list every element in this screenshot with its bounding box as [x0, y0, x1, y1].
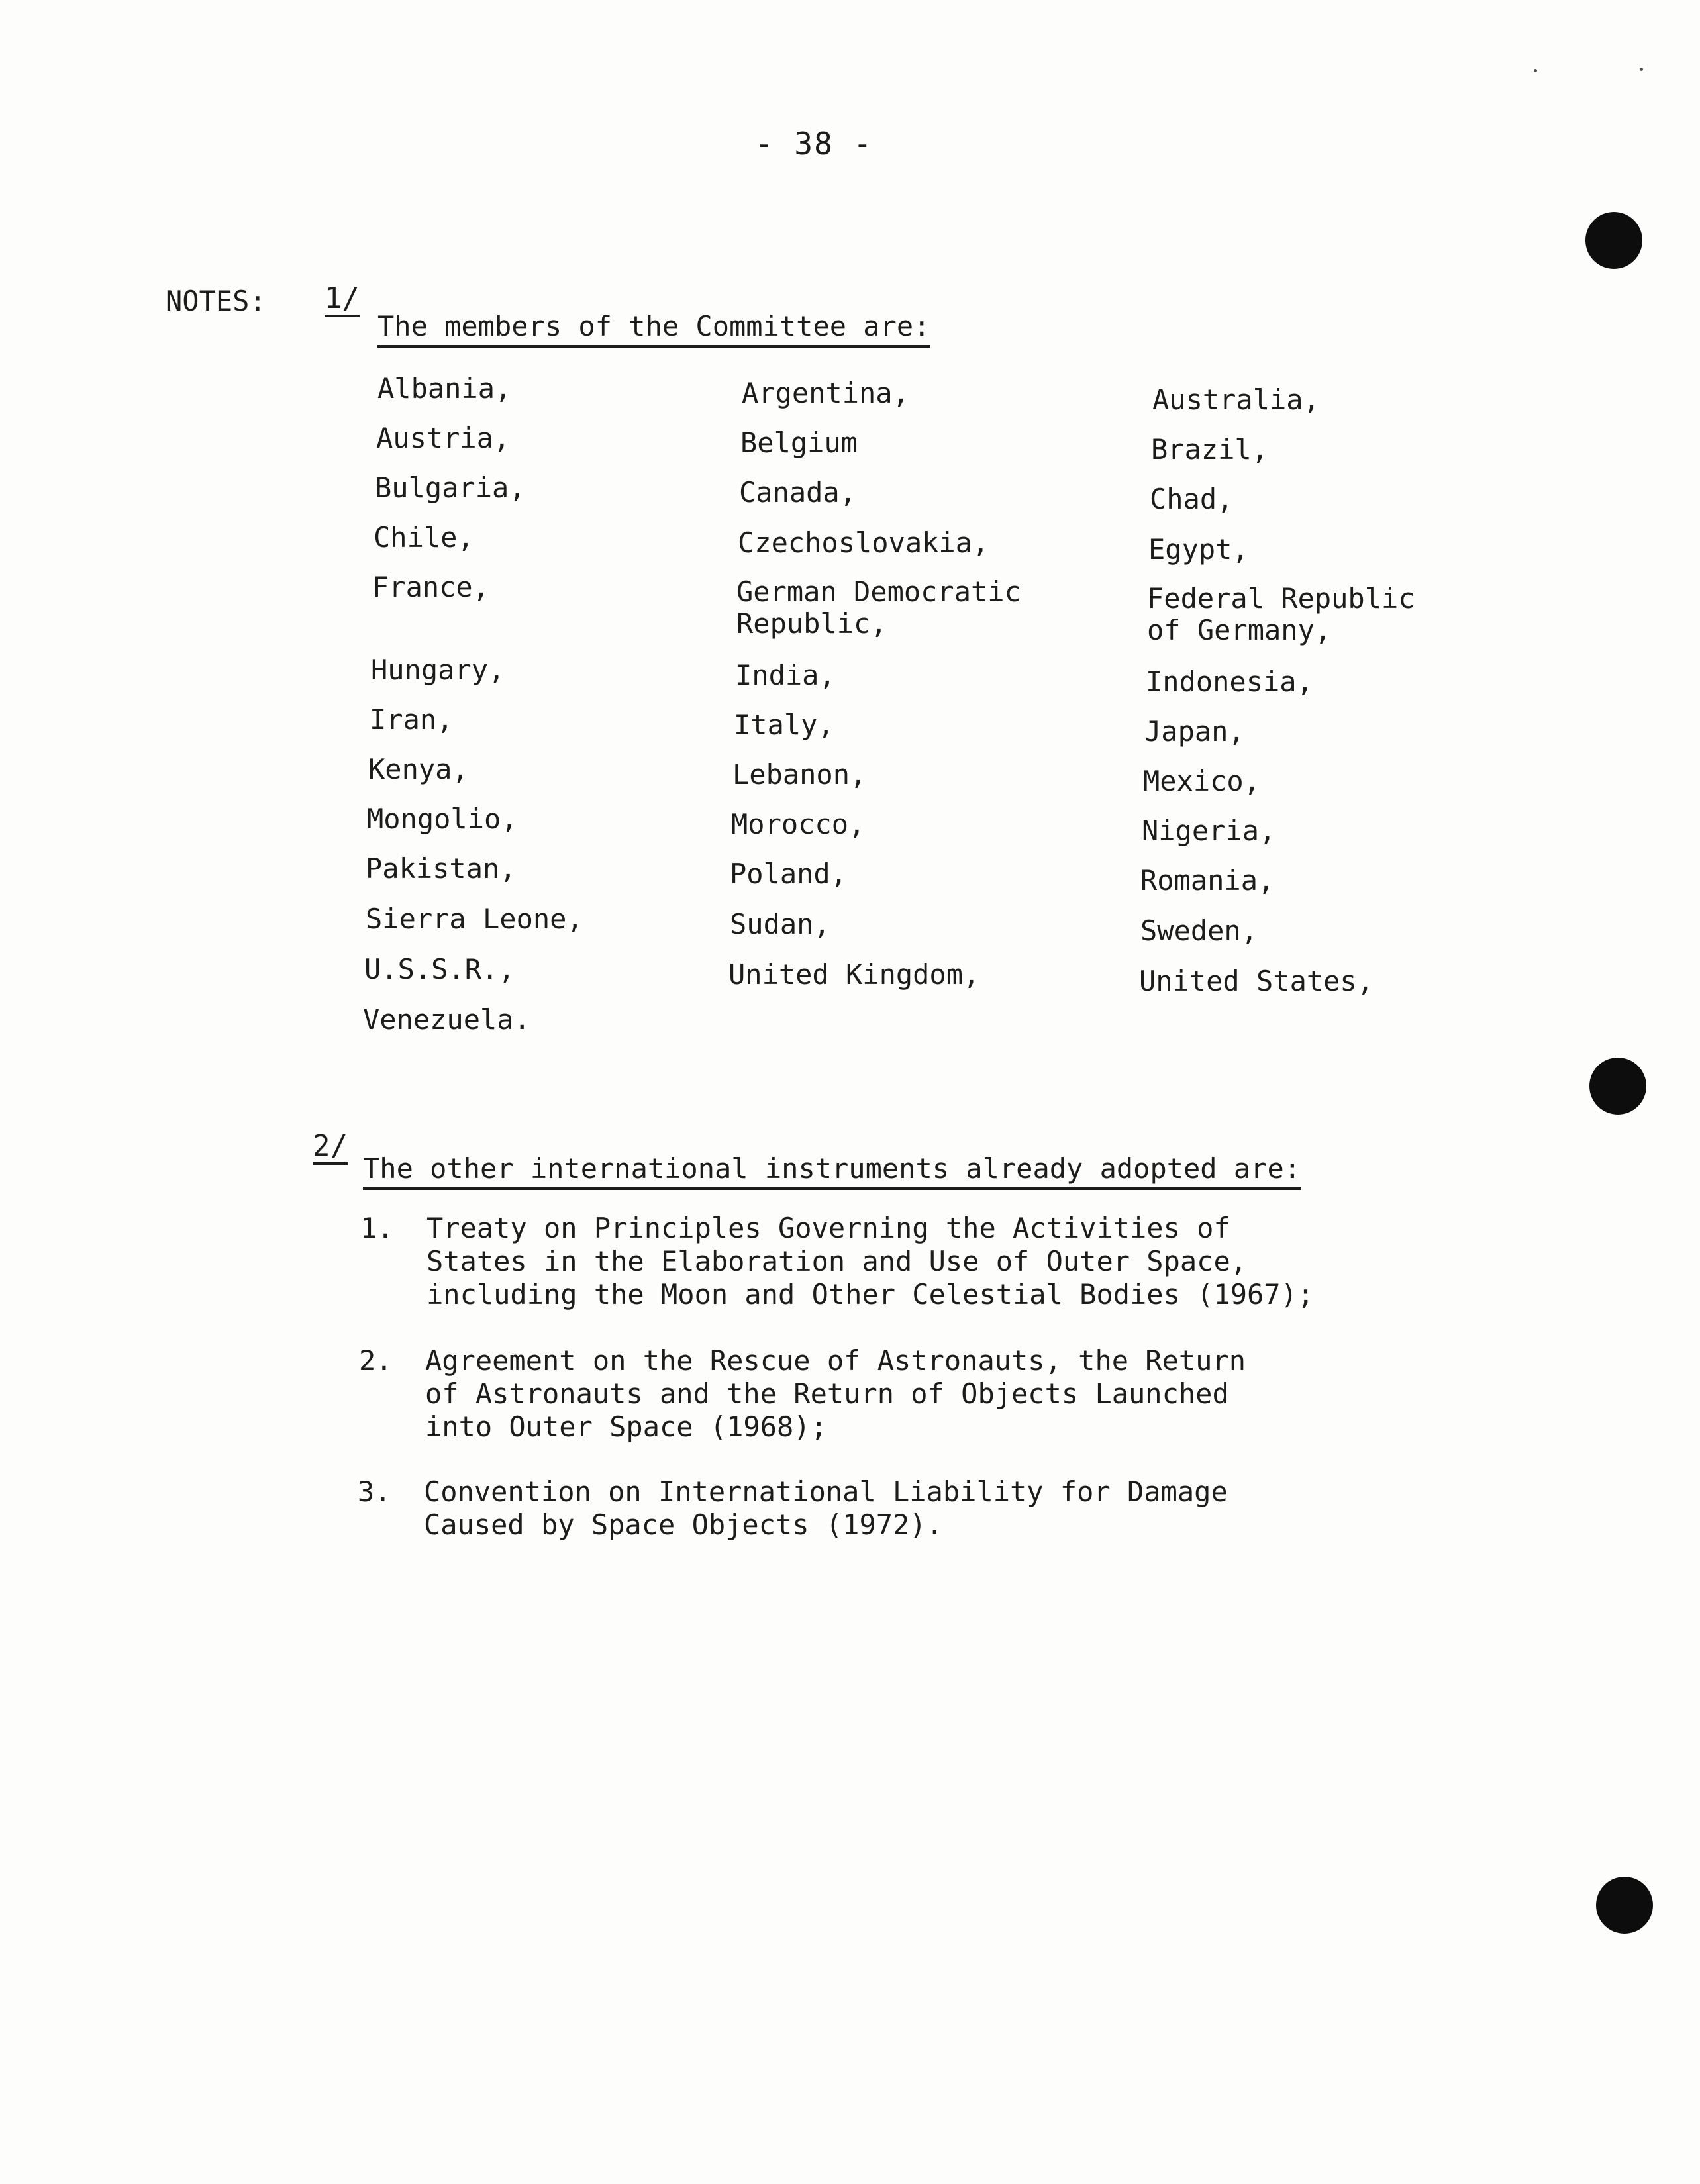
- notes-label: NOTES:: [166, 285, 266, 317]
- footnote-2-heading: The other international instruments already adopted are:: [363, 1152, 1301, 1190]
- country-australia: Australia,: [1152, 383, 1320, 416]
- country-albania: Albania,: [377, 372, 512, 405]
- punch-hole-top: [1585, 212, 1642, 269]
- country-sweden: Sweden,: [1140, 915, 1258, 947]
- country-india: India,: [735, 659, 836, 691]
- country-sierra-leone: Sierra Leone,: [366, 903, 583, 935]
- speck: [1640, 68, 1643, 71]
- country-federal-republic-of-germany: Federal Republic of Germany,: [1147, 582, 1415, 646]
- instrument-3-number: 3.: [358, 1475, 391, 1508]
- page-number: - 38 -: [755, 126, 874, 162]
- country-german-democratic-republic: German Democratic Republic,: [736, 575, 1021, 640]
- speck: [1534, 69, 1537, 72]
- country-austria: Austria,: [376, 422, 511, 454]
- country-indonesia: Indonesia,: [1146, 666, 1313, 698]
- country-egypt: Egypt,: [1148, 533, 1249, 566]
- country-poland: Poland,: [730, 858, 848, 890]
- country-lebanon: Lebanon,: [732, 758, 867, 791]
- country-united-states: United States,: [1139, 965, 1374, 997]
- country-japan: Japan,: [1144, 715, 1245, 748]
- instrument-2-text: Agreement on the Rescue of Astronauts, the Return of Astronauts and the Return of Objects Launched into Outer Space (1968);: [425, 1344, 1246, 1443]
- punch-hole-bottom: [1596, 1877, 1653, 1934]
- country-sudan: Sudan,: [730, 908, 830, 940]
- country-kenya: Kenya,: [368, 753, 469, 785]
- country-united-kingdom: United Kingdom,: [728, 958, 980, 991]
- country-france: France,: [372, 571, 490, 603]
- instrument-3-text: Convention on International Liability for Damage Caused by Space Objects (1972).: [424, 1475, 1228, 1541]
- country-canada: Canada,: [739, 476, 857, 509]
- footnote-2-marker: 2/: [313, 1129, 348, 1163]
- country-argentina: Argentina,: [742, 377, 909, 409]
- country-brazil: Brazil,: [1151, 433, 1269, 466]
- country-ussr: U.S.S.R.,: [364, 953, 515, 985]
- footnote-1-marker: 1/: [325, 281, 360, 315]
- country-mexico: Mexico,: [1143, 765, 1261, 797]
- instrument-1-text: Treaty on Principles Governing the Activities of States in the Elaboration and Use of Outer Space, including the Moon and Other Celestial Bodies (1967);: [426, 1212, 1315, 1311]
- country-chad: Chad,: [1150, 483, 1234, 515]
- country-pakistan: Pakistan,: [366, 852, 517, 885]
- country-belgium: Belgium: [740, 426, 858, 459]
- country-italy: Italy,: [734, 709, 834, 741]
- country-venezuela: Venezuela.: [363, 1003, 530, 1036]
- country-morocco: Morocco,: [731, 808, 866, 840]
- country-bulgaria: Bulgaria,: [375, 472, 526, 504]
- country-mongolio: Mongolio,: [367, 803, 518, 835]
- country-czechoslovakia: Czechoslovakia,: [738, 526, 989, 559]
- country-hungary: Hungary,: [371, 654, 505, 686]
- country-chile: Chile,: [374, 521, 474, 554]
- country-romania: Romania,: [1140, 864, 1275, 897]
- instrument-2-number: 2.: [359, 1344, 393, 1377]
- footnote-1-heading: The members of the Committee are:: [377, 310, 930, 348]
- instrument-1-number: 1.: [360, 1212, 394, 1244]
- punch-hole-middle: [1589, 1058, 1646, 1115]
- country-nigeria: Nigeria,: [1142, 815, 1276, 847]
- country-iran: Iran,: [370, 703, 454, 736]
